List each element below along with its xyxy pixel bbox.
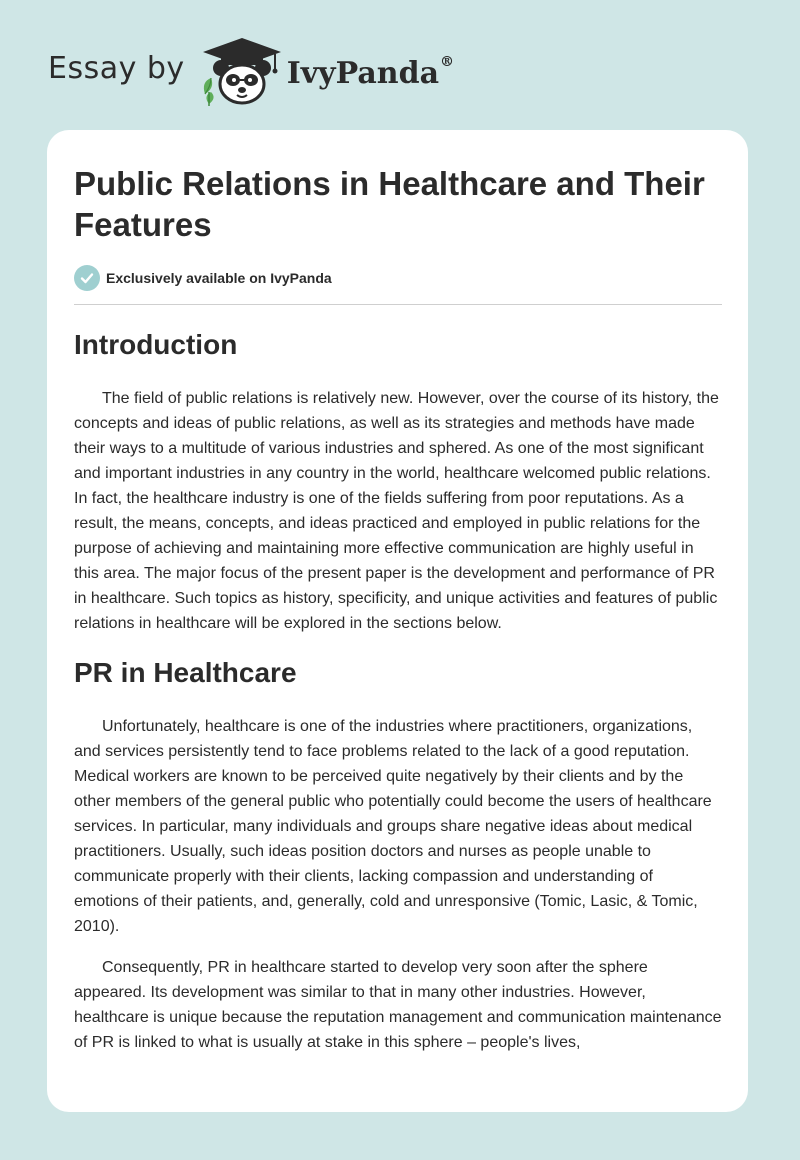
essay-card bbox=[47, 130, 748, 1112]
paragraph: Consequently, PR in healthcare started to develop very soon after the sphere appeared. Its development was similar to that in many other industries. However, healthcare is unique because the reputation management and communication maintenance of PR is linked to what is usually at stake in this sphere – people's lives, bbox=[74, 959, 722, 1051]
check-circle-icon bbox=[74, 265, 100, 291]
essay-title: Public Relations in Healthcare and Their Features bbox=[74, 165, 705, 243]
exclusive-label: Exclusively available on IvyPanda bbox=[106, 270, 332, 286]
exclusive-badge bbox=[74, 265, 721, 291]
brand-header bbox=[48, 34, 454, 108]
brand-prefix: Essay by bbox=[48, 50, 185, 86]
brand-name[interactable] bbox=[286, 53, 455, 91]
registered-mark: ® bbox=[440, 53, 455, 70]
section-heading-introduction: Introduction bbox=[74, 329, 238, 360]
panda-logo-icon[interactable] bbox=[199, 34, 285, 108]
paragraph: Unfortunately, healthcare is one of the industries where practitioners, organizations, and services persistently tend to face problems related to the lack of a good reputation. Medical workers are known to be perceived quite negatively by their clients and by the other members of the general public who potentially could become the users of healthcare services. In particular, many individuals and groups share negative ideas about medical practitioners. Usually, such ideas position doctors and nurses as people unable to communicate properly with their clients, lacking compassion and understanding of emotions of their patients, and, generally, cold and unresponsive (Tomic, Lasic, & Tomic, 2010). bbox=[74, 718, 712, 935]
divider bbox=[74, 304, 722, 305]
section-heading-pr-in-healthcare: PR in Healthcare bbox=[74, 657, 297, 688]
paragraph: The field of public relations is relatively new. However, over the course of its history, the concepts and ideas of public relations, as well as its strategies and methods have made their ways to a multitude of various industries and sphered. As one of the most significant and important industries in any country in the world, healthcare welcomed public relations. In fact, the healthcare industry is one of the fields suffering from poor reputations. As a result, the means, concepts, and ideas practiced and employed in public relations for the purpose of achieving and maintaining more effective communication are highly useful in this area. The major focus of the present paper is the development and performance of PR in healthcare. Such topics as history, specificity, and unique activities and features of public relations in healthcare will be explored in the sections below. bbox=[74, 390, 719, 632]
brand-name-text: IvyPanda bbox=[286, 55, 440, 91]
